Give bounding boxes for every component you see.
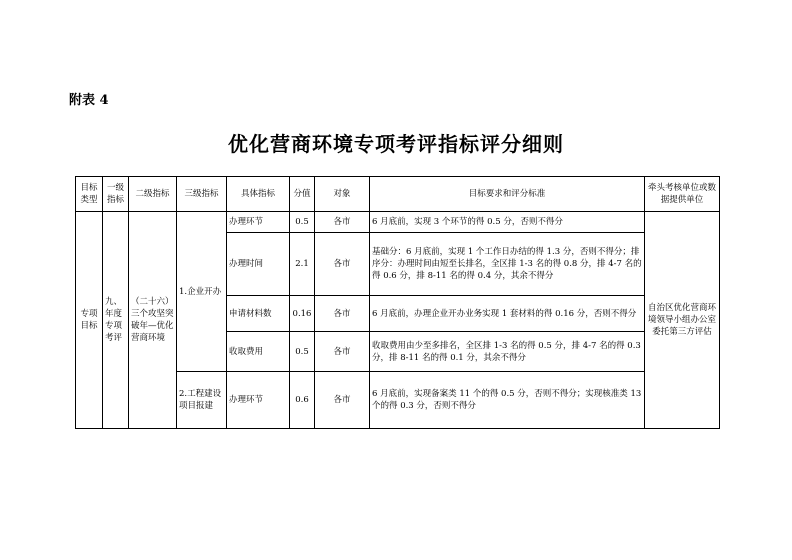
level3-cell: 2.工程建设项目报建 — [177, 372, 227, 429]
indicator-cell: 申请材料数 — [227, 296, 290, 332]
header-level3: 三级指标 — [177, 177, 227, 212]
scoring-table — [75, 176, 720, 429]
header-indicator: 具体指标 — [227, 177, 290, 212]
criteria-cell: 6 月底前，实现 3 个环节的得 0.5 分，否则不得分 — [370, 212, 645, 233]
header-row — [76, 177, 720, 212]
header-target-type: 目标类型 — [76, 177, 103, 212]
lead-unit-cell: 自治区优化营商环境领导小组办公室委托第三方评估 — [645, 212, 720, 429]
annex-label: 附表 4 — [69, 93, 109, 108]
criteria-cell: 基础分：6 月底前，实现 1 个工作日办结的得 1.3 分，否则不得分；排序分：办理时间由短至长排名，全区排 1-3 名的得 0.8 分，排 4-7 名的得 0.6 分，排 8-11 名的得 0.4 分，其余不得分 — [370, 233, 645, 296]
indicator-cell: 收取费用 — [227, 332, 290, 372]
score-cell: 0.6 — [290, 372, 315, 429]
score-cell: 0.5 — [290, 332, 315, 372]
header-level1: 一级指标 — [103, 177, 129, 212]
header-level2: 二级指标 — [129, 177, 177, 212]
header-object: 对象 — [315, 177, 370, 212]
indicator-cell: 办理环节 — [227, 372, 290, 429]
object-cell: 各市 — [315, 332, 370, 372]
header-lead-unit: 牵头考核单位或数据提供单位 — [645, 177, 720, 212]
criteria-cell: 6 月底前，办理企业开办业务实现 1 套材料的得 0.16 分，否则不得分 — [370, 296, 645, 332]
score-cell: 2.1 — [290, 233, 315, 296]
object-cell: 各市 — [315, 296, 370, 332]
level1-cell: 九、年度专项考评 — [103, 212, 129, 429]
criteria-cell: 6 月底前，实现备案类 11 个的得 0.5 分，否则不得分；实现核准类 13 个的得 0.3 分，否则不得分 — [370, 372, 645, 429]
criteria-cell: 收取费用由少至多排名，全区排 1-3 名的得 0.5 分，排 4-7 名的得 0.3 分，排 8-11 名的得 0.1 分，其余不得分 — [370, 332, 645, 372]
indicator-cell: 办理环节 — [227, 212, 290, 233]
table-row — [76, 212, 720, 233]
object-cell: 各市 — [315, 372, 370, 429]
score-cell: 0.16 — [290, 296, 315, 332]
page-title: 优化营商环境专项考评指标评分细则 — [228, 132, 564, 156]
indicator-cell: 办理时间 — [227, 233, 290, 296]
target-type-cell: 专项目标 — [76, 212, 103, 429]
header-score: 分值 — [290, 177, 315, 212]
score-cell: 0.5 — [290, 212, 315, 233]
header-criteria: 目标要求和评分标准 — [370, 177, 645, 212]
level3-cell: 1.企业开办 — [177, 212, 227, 372]
object-cell: 各市 — [315, 212, 370, 233]
level2-cell: （二十六）三个攻坚突破年—优化营商环境 — [129, 212, 177, 429]
object-cell: 各市 — [315, 233, 370, 296]
